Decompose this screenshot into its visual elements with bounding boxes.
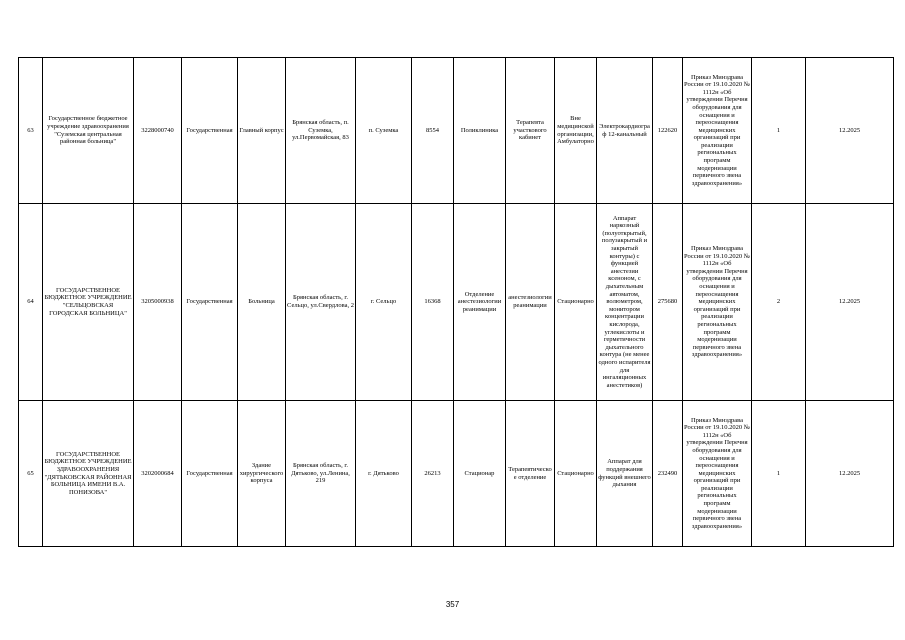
care-type: Стационарно [555,401,597,547]
unit: Терапевтическое отделение [506,401,555,547]
equipment: Аппарат наркозный (полуоткрытый, полузакрытый и закрытый контуры) с функцией анестезии ксеноном, с дыхательным автоматом, волюметром, монитором концентрации кислорода, углекислоты и герметичности дыхательного контура (не менее одного испарителя для ингаляционных анестетиков) [598,214,651,389]
equipment-code: 232490 [653,401,683,547]
quantity: 1 [752,58,806,204]
table-row [19,204,894,401]
locality: п. Суземка [356,58,412,204]
department: Отделение анестезиологии реанимации [454,204,506,401]
building: Здание хирургического корпуса [238,401,286,547]
building: Больница [238,204,286,401]
unit: Терапевта участкового кабинет [506,58,555,204]
organization-name: ГОСУДАРСТВЕННОЕ БЮДЖЕТНОЕ УЧРЕЖДЕНИЕ ЗДРАВООХРАНЕНИЯ "ДЯТЬКОВСКАЯ РАЙОННАЯ БОЛЬНИЦА ИМЕНИ В.А. ПОНИЗОВА" [43,401,134,547]
locality: г. Дятьково [356,401,412,547]
address: Брянская область, г. Сельцо, ул.Свердлова, 2 [286,204,356,401]
quantity: 2 [752,204,806,401]
care-type: Стационарно [555,204,597,401]
organization-name: Государственное бюджетное учреждение здравоохранения "Суземская центральная районная больница" [43,58,134,204]
equipment-code: 122620 [653,58,683,204]
ownership: Государственная [182,401,238,547]
department: Стационар [454,401,506,547]
equipment-cell [597,204,653,401]
inn: 3202000684 [134,401,182,547]
table-row [19,58,894,204]
order-reference: Приказ Минздрава России от 19.10.2020 № 1112н «Об утверждении Перечня оборудования для оснащения и переоснащения медицинских организаций при реализации региональных программ модернизации первичного звена здравоохранения» [683,204,752,401]
care-type: Вне медицинской организации, Амбулаторно [555,58,597,204]
order-reference: Приказ Минздрава России от 19.10.2020 № 1112н «Об утверждении Перечня оборудования для оснащения и переоснащения медицинских организаций при реализации региональных программ модернизации первичного звена здравоохранения» [683,401,752,547]
locality: г. Сельцо [356,204,412,401]
ownership: Государственная [182,204,238,401]
organization-name: ГОСУДАРСТВЕННОЕ БЮДЖЕТНОЕ УЧРЕЖДЕНИЕ "СЕЛЬЦОВСКАЯ ГОРОДСКАЯ БОЛЬНИЦА" [43,204,134,401]
building: Главный корпус [238,58,286,204]
unit: анестезиологии реанимации [506,204,555,401]
deadline: 12.2025 [806,401,894,547]
row-number: 65 [19,401,43,547]
row-number: 64 [19,204,43,401]
table-row [19,401,894,547]
equipment-table [18,57,894,547]
deadline: 12.2025 [806,58,894,204]
equipment: Аппарат для поддержания функций внешнего дыхания [597,401,653,547]
row-number: 63 [19,58,43,204]
population: 16368 [412,204,454,401]
department: Поликлиника [454,58,506,204]
page-number: 357 [445,600,460,609]
population: 8554 [412,58,454,204]
address: Брянская область, п. Суземка, ул.Первомайская, 83 [286,58,356,204]
order-reference: Приказ Минздрава России от 19.10.2020 № 1112н «Об утверждении Перечня оборудования для оснащения и переоснащения медицинских организаций при реализации региональных программ модернизации первичного звена здравоохранения» [683,58,752,204]
equipment: Электрокардиограф 12-канальный [597,58,653,204]
deadline: 12.2025 [806,204,894,401]
quantity: 1 [752,401,806,547]
equipment-code: 275680 [653,204,683,401]
population: 26213 [412,401,454,547]
ownership: Государственная [182,58,238,204]
inn: 3205000938 [134,204,182,401]
address: Брянская область, г. Дятьково, ул.Ленина, 219 [286,401,356,547]
inn: 3228000740 [134,58,182,204]
